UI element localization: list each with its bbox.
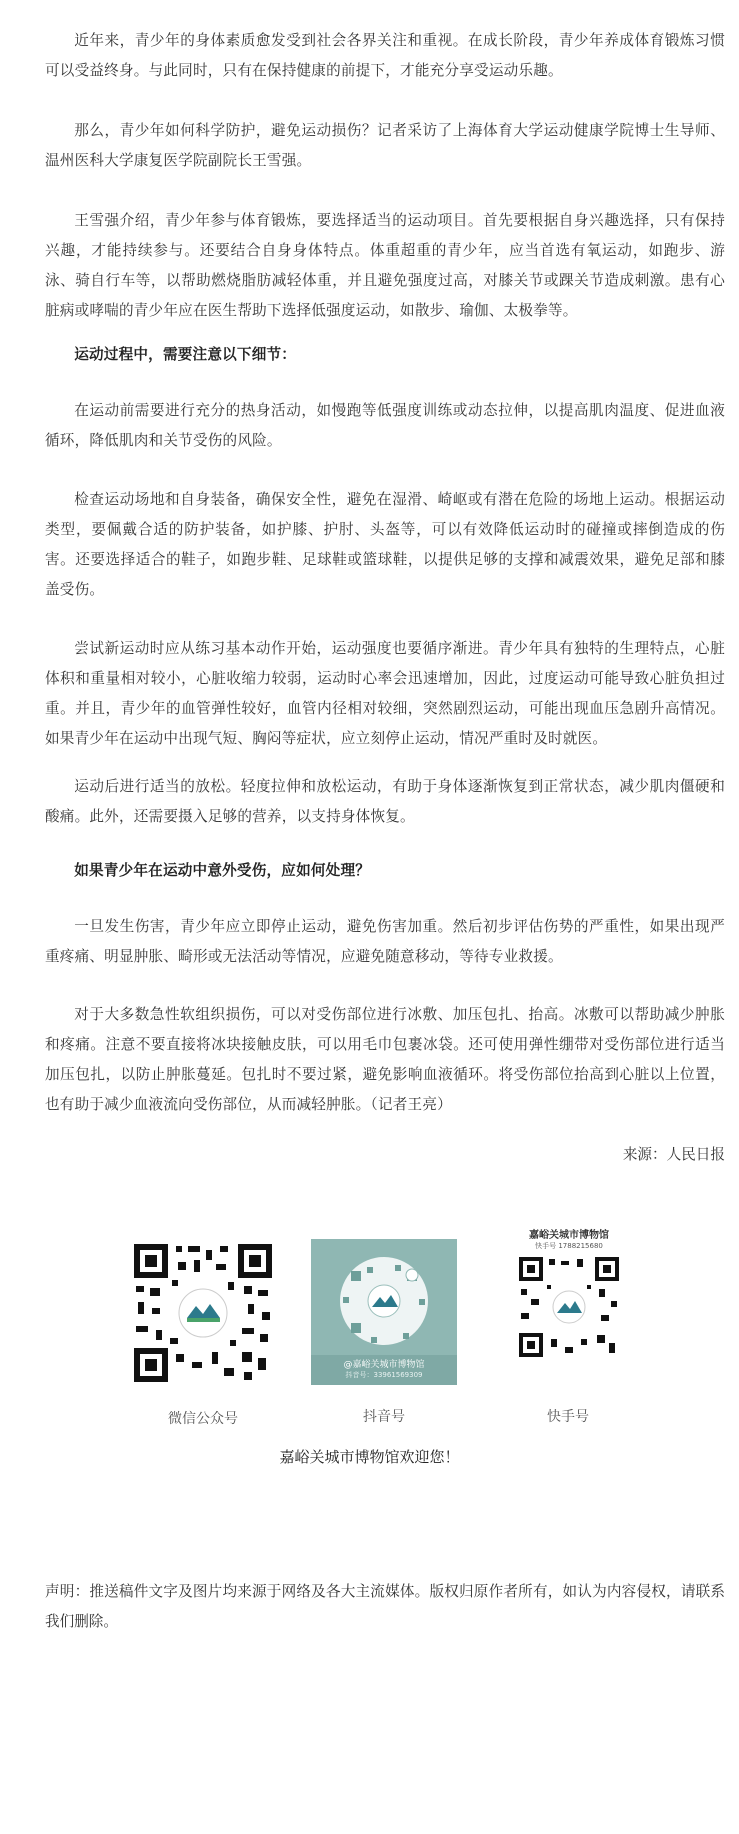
paragraph-treatment: 对于大多数急性软组织损伤，可以对受伤部位进行冰敷、加压包扎、抬高。冰敷可以帮助减少肿胀和疼痛。注意不要直接将冰块接触皮肤，可以用毛巾包裹冰袋。还可使用弹性绷带对受伤部位进行适当加压包扎，以防止肿胀蔓延。包扎时不要过紧，避免影响血液循环。将受伤部位抬高到心脏以上位置，也有助于减少血液流向受伤部位，从而减轻肿胀。（记者王亮） xyxy=(45,1006,725,1113)
kuaishou-qr-icon xyxy=(517,1255,621,1359)
article-source: 来源：人民日报 xyxy=(622,1146,725,1163)
paragraph-intro: 近年来，青少年的身体素质愈发受到社会各界关注和重视。在成长阶段，青少年养成体育锻炼习惯可以受益终身。与此同时，只有在保持健康的前提下，才能充分享受运动乐趣。 xyxy=(45,32,725,79)
paragraph-interview: 那么，青少年如何科学防护，避免运动损伤？记者采访了上海体育大学运动健康学院博士生导师、温州医科大学康复医学院副院长王雪强。 xyxy=(45,122,725,169)
wechat-caption: 微信公众号 xyxy=(168,1411,238,1427)
douyin-caption: 抖音号 xyxy=(363,1409,405,1425)
welcome-message: 嘉峪关城市博物馆欢迎您！ xyxy=(279,1448,460,1466)
disclaimer: 声明：推送稿件文字及图片均来源于网络及各大主流媒体。版权归原作者所有，如认为内容侵权，请联系我们删除。 xyxy=(45,1583,725,1630)
douyin-qr-code xyxy=(311,1239,457,1389)
douyin-handle: @嘉峪关城市博物馆 xyxy=(343,1360,425,1370)
wechat-qr-icon xyxy=(132,1242,274,1384)
paragraph-choose-sport: 王雪强介绍，青少年参与体育锻炼，要选择适当的运动项目。首先要根据自身兴趣选择，只有保持兴趣，才能持续参与。还要结合自身身体特点。体重超重的青少年，应当首选有氧运动，如跑步、游泳、骑自行车等，以帮助燃烧脂肪减轻体重，并且避免强度过高，对膝关节或踝关节造成刺激。患有心脏病或哮喘的青少年应在医生帮助下选择低强度运动，如散步、瑜伽、太极拳等。 xyxy=(45,212,725,319)
section-heading-details: 运动过程中，需要注意以下细节： xyxy=(74,346,297,363)
kuaishou-header: 嘉峪关城市博物馆 xyxy=(529,1230,609,1241)
section-heading-injury: 如果青少年在运动中意外受伤，应如何处理？ xyxy=(74,862,371,879)
wechat-qr-code xyxy=(132,1242,274,1388)
paragraph-equipment: 检查运动场地和自身装备，确保安全性，避免在湿滑、崎岖或有潜在危险的场地上运动。根据运动类型，要佩戴合适的防护装备，如护膝、护肘、头盔等，可以有效降低运动时的碰撞或摔倒造成的伤害。还要选择适合的鞋子，如跑步鞋、足球鞋或篮球鞋，以提供足够的支撑和减震效果，避免足部和膝盖受伤。 xyxy=(45,491,725,598)
douyin-id: 抖音号：33961569309 xyxy=(345,1371,423,1379)
kuaishou-id: 快手号 1788215680 xyxy=(535,1242,603,1250)
paragraph-warmup: 在运动前需要进行充分的热身活动，如慢跑等低强度训练或动态拉伸，以提高肌肉温度、促进血液循环，降低肌肉和关节受伤的风险。 xyxy=(45,402,725,449)
paragraph-stop: 一旦发生伤害，青少年应立即停止运动，避免伤害加重。然后初步评估伤势的严重性，如果出现严重疼痛、明显肿胀、畸形或无法活动等情况，应避免随意移动，等待专业救援。 xyxy=(45,918,725,965)
kuaishou-caption: 快手号 xyxy=(547,1409,589,1425)
paragraph-cooldown: 运动后进行适当的放松。轻度拉伸和放松运动，有助于身体逐渐恢复到正常状态，减少肌肉僵硬和酸痛。此外，还需要摄入足够的营养，以支持身体恢复。 xyxy=(45,778,725,825)
paragraph-new-sport: 尝试新运动时应从练习基本动作开始，运动强度也要循序渐进。青少年具有独特的生理特点，心脏体积和重量相对较小，心脏收缩力较弱，运动时心率会迅速增加，因此，过度运动可能导致心脏负担过重。并且，青少年的血管弹性较好，血管内径相对较细，突然剧烈运动，可能出现血压急剧升高情况。如果青少年在运动中出现气短、胸闷等症状，应立刻停止运动，情况严重时及时就医。 xyxy=(45,640,725,747)
kuaishou-qr-code xyxy=(514,1226,624,1363)
